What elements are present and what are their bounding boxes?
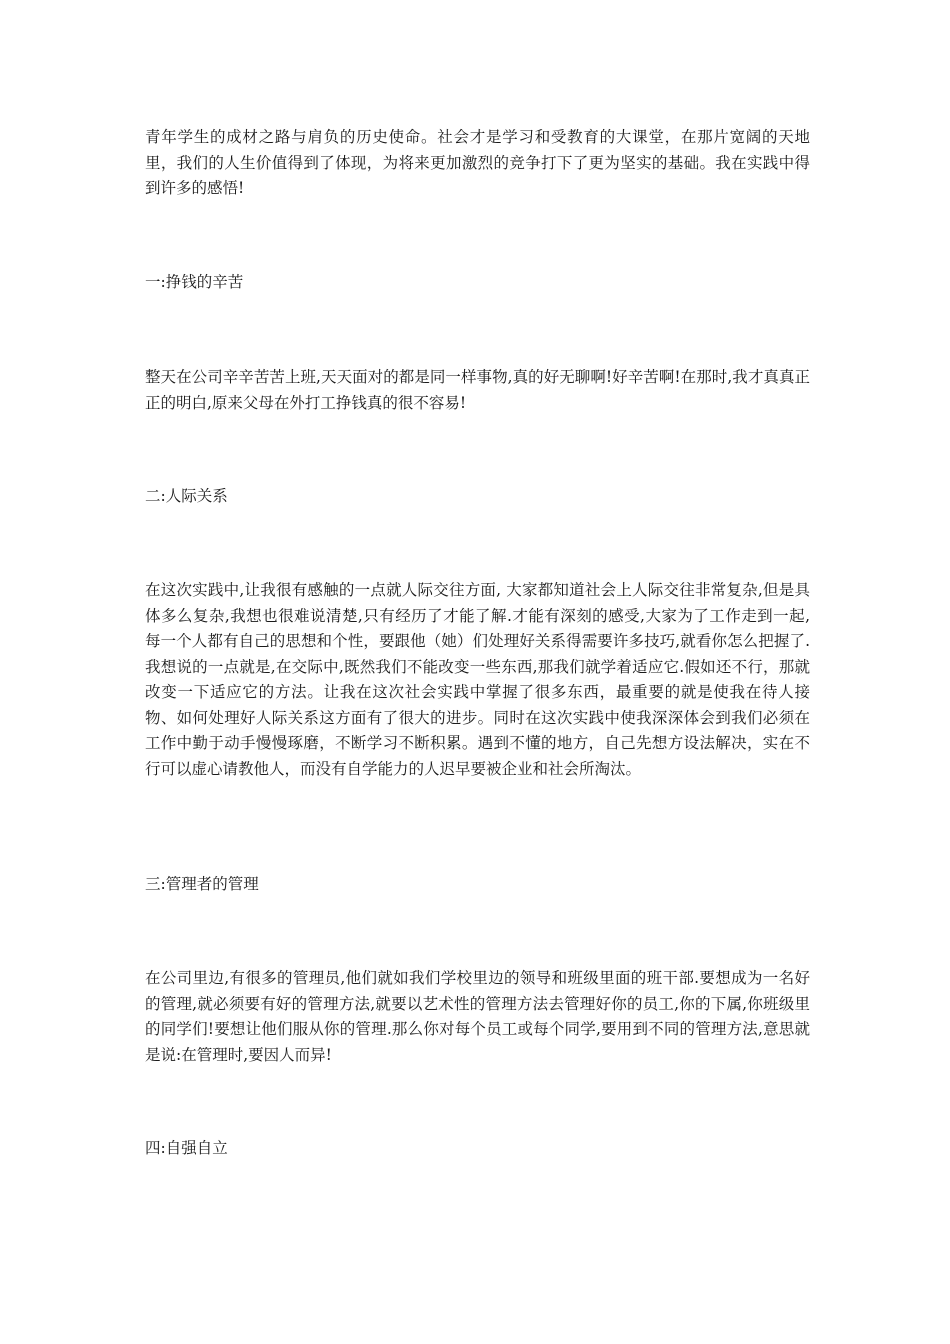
section-heading-2: 二:人际关系	[145, 487, 228, 505]
section-heading-3: 三:管理者的管理	[145, 875, 259, 893]
section-body-2: 在这次实践中,让我很有感触的一点就人际交往方面, 大家都知道社会上人际交往非常复杂,但是具体多么复杂,我想也很难说清楚,只有经历了才能了解.才能有深刻的感受,大家为了工作走到一起, 每一个人都有自己的思想和个性，要跟他（她）们处理好关系得需要许多技巧,就看你怎么把握了.我想说的一点就是,在交际中,既然我们不能改变一些东西,那我们就学着适应它.假如还不行，那就改变一下适应它的方法。让我在这次社会实践中掌握了很多东西，最重要的就是使我在待人接物、如何处理好人际关系这方面有了很大的进步。同时在这次实践中使我深深体会到我们必须在工作中勤于动手慢慢琢磨，不断学习不断积累。遇到不懂的地方，自己先想方设法解决，实在不行可以虚心请教他人，而没有自学能力的人迟早要被企业和社会所淘汰。	[145, 581, 810, 778]
section-body-3: 在公司里边,有很多的管理员,他们就如我们学校里边的领导和班级里面的班干部.要想成为一名好的管理,就必须要有好的管理方法,就要以艺术性的管理方法去管理好你的员工,你的下属,你班级里的同学们!要想让他们服从你的管理.那么你对每个员工或每个同学,要用到不同的管理方法,意思就是说:在管理时,要因人而异!	[145, 969, 810, 1064]
section-body-1: 整天在公司辛辛苦苦上班,天天面对的都是同一样事物,真的好无聊啊!好辛苦啊!在那时,我才真真正正的明白,原来父母在外打工挣钱真的很不容易!	[145, 368, 810, 412]
section-heading-4: 四:自强自立	[145, 1139, 228, 1157]
section-heading-1: 一:挣钱的辛苦	[145, 273, 244, 291]
intro-paragraph: 青年学生的成材之路与肩负的历史使命。社会才是学习和受教育的大课堂，在那片宽阔的天地里，我们的人生价值得到了体现，为将来更加激烈的竞争打下了更为坚实的基础。我在实践中得到许多的感悟!	[145, 128, 810, 197]
